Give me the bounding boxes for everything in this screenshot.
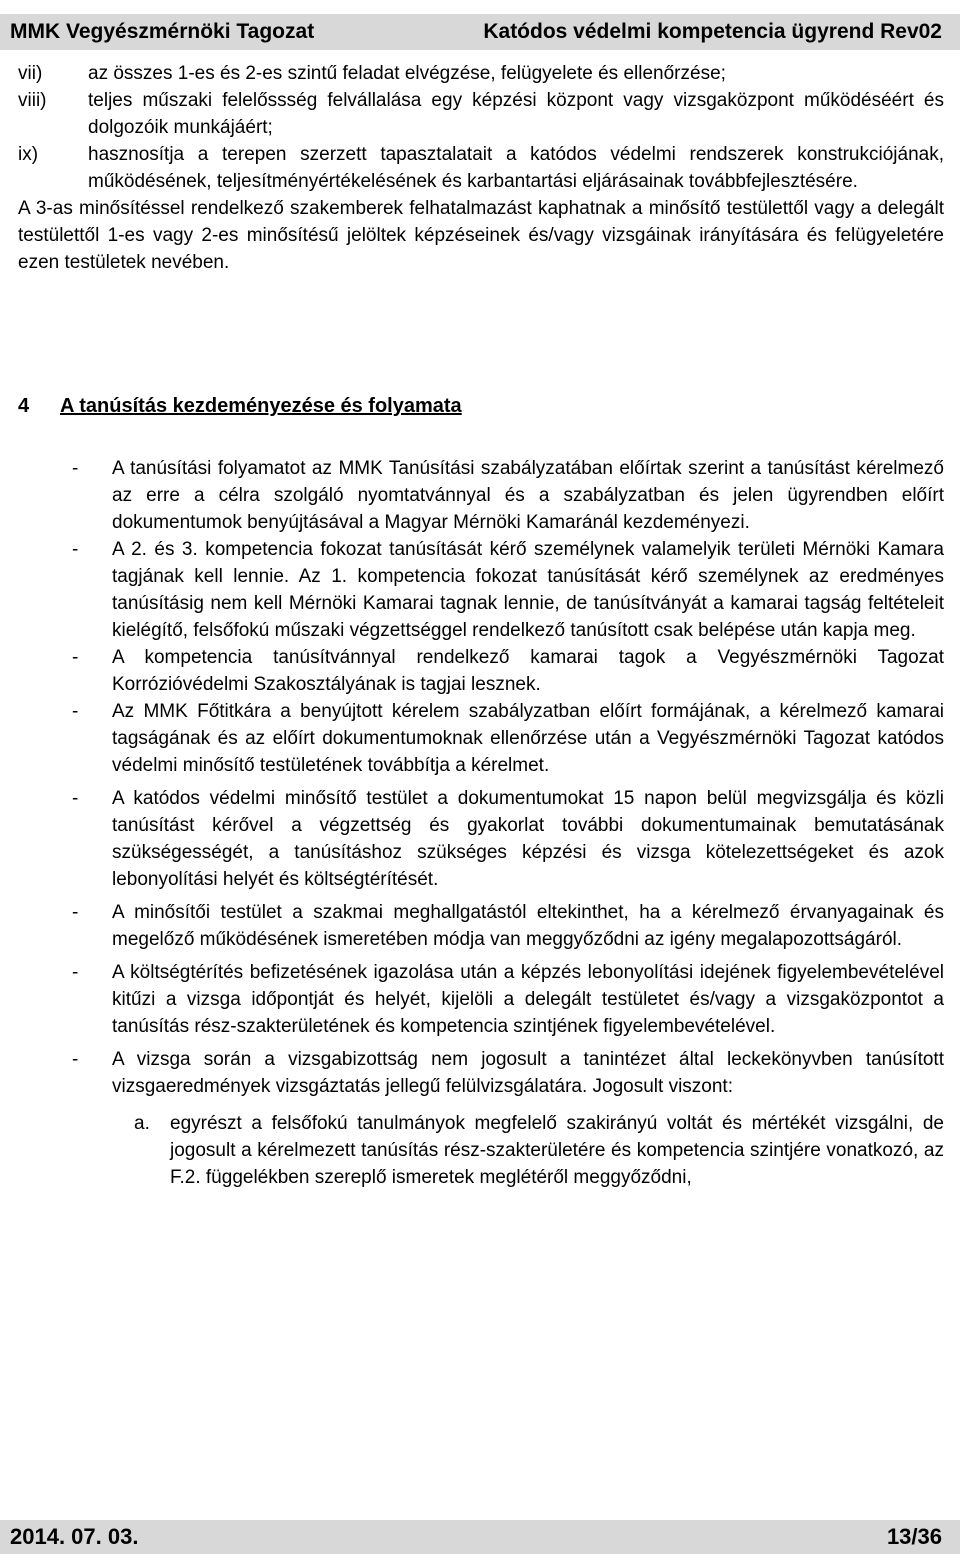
list-item [72,698,944,779]
list-item [72,785,944,893]
sub-item-text: egyrészt a felsőfokú tanulmányok megfelelő szakirányú voltát és mértékét vizsgálni, de jogosult a kérelmezett tanúsítás rész-szakterületére és kompetencia szintjére vonatkozó, az F.2. függelékben szereplő ismeretek meglétéről meggyőződni, [170,1113,944,1188]
roman-numeral: viii) [18,90,47,111]
list-item-text: A kompetencia tanúsítvánnyal rendelkező kamarai tagok a Vegyészmérnöki Tagozat Korrózióvédelmi Szakosztályának is tagjai lesznek. [112,647,944,695]
list-item [72,899,944,953]
list-item-text: A tanúsítási folyamatot az MMK Tanúsítási szabályzatában előírtak szerint a tanúsítást kérelmező az erre a célra szolgáló nyomtatvánnyal és a szabályzatban és jelen ügyrendben előírt dokumentumok benyújtásával a Magyar Mérnöki Kamaránál kezdeményezi. [112,458,944,533]
list-item-text: A 2. és 3. kompetencia fokozat tanúsítását kérő személynek valamelyik területi Mérnöki Kamara tagjának kell lennie. Az 1. kompetencia fokozat tanúsítását kérő személynek az eredményes tanúsításig nem kell Mérnöki Kamarai tagnak lennie, de tanúsítványát a kamarai tagság feltételeit kielégítő, felsőfokú műszaki végzettséggel rendelkező tanúsított csak belépése után kapja meg. [112,539,944,641]
roman-item-text: hasznosítja a terepen szerzett tapasztalatait a katódos védelmi rendszerek konstrukciójának, működésének, teljesítményértékelésének és karbantartási eljárásainak továbbfejlesztésére. [88,144,944,192]
list-item-text: A vizsga során a vizsgabizottság nem jogosult a tanintézet által leckekönyvben tanúsított vizsgaeredmények vizsgáztatás jellegű felülvizsgálatára. Jogosult viszont: [112,1049,944,1097]
dash-bullet: - [72,1049,79,1070]
list-item-text: A költségtérítés befizetésének igazolása után a képzés lebonyolítási idejének figyelembevételével kitűzi a vizsga időpontját és helyét, kijelöli a delegált testületet és/vagy a vizsgaközpontot a tanúsítás rész-szakterületének és kompetencia szintjének figyelembevételével. [112,962,944,1037]
dash-bullet: - [72,902,79,923]
roman-item-text: teljes műszaki felelőssség felvállalása egy képzési központ vagy vizsgaközpont működéséért és dolgozóik munkájáért; [88,90,944,138]
sub-item-letter: a. [134,1113,150,1134]
roman-numeral: vii) [18,63,43,84]
dash-bullet: - [72,539,79,560]
roman-item-text: az összes 1-es és 2-es szintű feladat elvégzése, felügyelete és ellenőrzése; [88,63,726,84]
dash-list [72,455,944,1191]
header-document-title: Katódos védelmi kompetencia ügyrend Rev02 [483,20,942,43]
list-item-text: A katódos védelmi minősítő testület a dokumentumokat 15 napon belül megvizsgálja és közli tanúsítást kérővel a végzettség és gyakorlat további dokumentumainak bemutatásának szükségességét, a tanúsításhoz szükséges képzési és vizsga kötelezettségeket és azok lebonyolítási helyét és költségtérítését. [112,788,944,890]
roman-list-item [18,141,944,195]
header-organization: MMK Vegyészmérnöki Tagozat [10,20,315,43]
dash-bullet: - [72,788,79,809]
dash-bullet: - [72,647,79,668]
top-content [18,60,944,276]
list-item [72,1046,944,1100]
dash-bullet: - [72,701,79,722]
roman-list-item [18,87,944,141]
footer-bar [0,1520,960,1554]
intro-paragraph: A 3-as minősítéssel rendelkező szakemberek felhatalmazást kaphatnak a minősítő testülettől vagy a delegált testülettől 1-es vagy 2-es minősítésű jelöltek képzéseinek és/vagy vizsgáinak irányítására és felügyeletére ezen testületek nevében. [18,198,944,273]
sub-list-item [72,1110,944,1191]
section-heading [18,395,462,418]
roman-list-item [18,60,944,87]
dash-bullet: - [72,962,79,983]
roman-numeral: ix) [18,144,39,165]
dash-bullet: - [72,458,79,479]
footer-date: 2014. 07. 03. [10,1524,139,1549]
section-title: A tanúsítás kezdeményezése és folyamata [60,395,462,417]
list-item [72,455,944,536]
list-item-text: Az MMK Főtitkára a benyújtott kérelem szabályzatban előírt formájának, a kérelmező kamarai tagságának és az előírt dokumentumoknak ellenőrzése után a Vegyészmérnöki Tagozat katódos védelmi minősítő testületének továbbítja a kérelmet. [112,701,944,776]
list-item [72,959,944,1040]
footer-page-number: 13/36 [886,1524,942,1549]
section-number: 4 [18,395,30,417]
list-item-text: A minősítői testület a szakmai meghallgatástól eltekinthet, ha a kérelmező érvanyagainak és megelőző működésének ismeretében módja van meggyőződni az igény megalapozottságáról. [112,902,944,950]
list-item [72,644,944,698]
list-item [72,536,944,644]
